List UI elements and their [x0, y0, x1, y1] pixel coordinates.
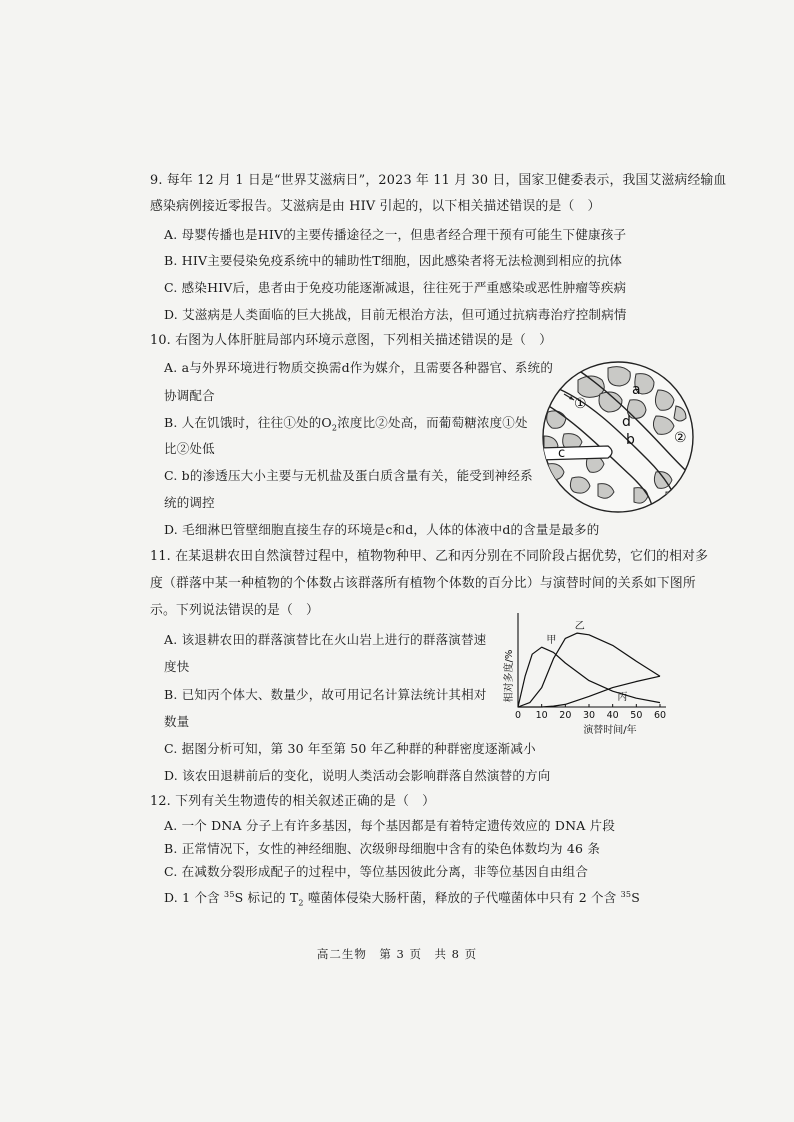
q10-option-c-line2: 统的调控	[164, 495, 215, 510]
q11-stem-line3: 示。下列说法错误的是（ ）	[150, 603, 319, 618]
chart-x-tick-label: 40	[606, 710, 619, 721]
q9-stem-line2: 感染病例接近零报告。艾滋病是由 HIV 引起的，以下相关描述错误的是（ ）	[150, 199, 601, 214]
diagram-label-b: b	[626, 432, 635, 448]
q11-option-d: D. 该农田退耕前后的变化，说明人类活动会影响群落自然演替的方向	[164, 768, 551, 783]
chart-x-tick-label: 20	[559, 710, 572, 721]
q10-option-a-line1: A. a与外界环境进行物质交换需d作为媒介，且需要各种器官、系统的	[164, 360, 554, 375]
q11-stem-line1: 11. 在某退耕农田自然演替过程中，植物物种甲、乙和丙分别在不同阶段占据优势，它们的相对多	[150, 549, 709, 564]
chart-y-axis-label: 相对多度/%	[504, 649, 515, 703]
q11-option-c: C. 据图分析可知，第 30 年至第 50 年乙种群的种群密度逐渐减小	[164, 741, 536, 756]
liver-tissue-diagram	[538, 360, 698, 515]
q11-option-b-line1: B. 已知丙个体大、数量少，故可用记名计算法统计其相对	[164, 687, 487, 702]
q12-stem: 12. 下列有关生物遗传的相关叙述正确的是（ ）	[150, 794, 436, 809]
q12-option-d: D. 1 个含 $^{35}$S 标记的 $T_2$ 噬菌体侵染大肠杆菌，释放的子代噬菌体中只有 2 个含 $^{35}$S	[164, 890, 640, 908]
diagram-label-c: c	[558, 446, 566, 461]
chart-series-line-0	[518, 647, 660, 707]
succession-chart	[500, 612, 675, 737]
q11-option-a-line2: 度快	[164, 659, 190, 674]
q9-option-b: B. HIV主要侵染免疫系统中的辅助性T细胞，因此感染者将无法检测到相应的抗体	[164, 253, 623, 268]
q9-option-d: D. 艾滋病是人类面临的巨大挑战，目前无根治方法，但可通过抗病毒治疗控制病情	[164, 307, 627, 322]
q12-option-b: B. 正常情况下，女性的神经细胞、次级卵母细胞中含有的染色体数均为 46 条	[164, 841, 601, 856]
q9-stem-line1: 9. 每年 12 月 1 日是“世界艾滋病日”，2023 年 11 月 30 日，国家卫健委表示，我国艾滋病经输血	[150, 173, 727, 188]
diagram-label-a: a	[632, 382, 641, 398]
q11-option-a-line1: A. 该退耕农田的群落演替比在火山岩上进行的群落演替速	[164, 632, 487, 647]
q10-option-b-line2: 比②处低	[164, 441, 215, 456]
q10-option-c-line1: C. b的渗透压大小主要与无机盐及蛋白质含量有关，能受到神经系	[164, 468, 533, 483]
q11-option-b-line2: 数量	[164, 714, 190, 729]
chart-x-tick-label: 0	[514, 710, 522, 721]
q12-option-c: C. 在减数分裂形成配子的过程中，等位基因彼此分离，非等位基因自由组合	[164, 864, 589, 879]
diagram-label-d: d	[622, 414, 631, 430]
chart-series	[518, 620, 660, 707]
q12-option-a: A. 一个 DNA 分子上有许多基因，每个基因都是有着特定遗传效应的 DNA 片段	[164, 818, 616, 833]
diagram-label-one: ①	[574, 396, 587, 412]
chart-x-tick-label: 10	[535, 710, 548, 721]
chart-x-axis-label: 演替时间/年	[583, 725, 637, 736]
q9-option-a: A. 母婴传播也是HIV的主要传播途径之一，但患者经合理干预有可能生下健康孩子	[164, 227, 627, 242]
q9-option-c: C. 感染HIV后，患者由于免疫功能逐渐减退，往往死于严重感染或恶性肿瘤等疾病	[164, 280, 627, 295]
chart-series-label-1: 乙	[574, 621, 585, 633]
q10-option-b-line1: B. 人在饥饿时，往往①处的$O_2$浓度比②处高，而葡萄糖浓度①处	[164, 415, 528, 433]
chart-series-label-2: 丙	[617, 691, 628, 703]
chart-series-label-0: 甲	[546, 635, 557, 647]
page-footer: 高二生物 第 3 页 共 8 页	[316, 947, 478, 961]
q11-stem-line2: 度（群落中某一种植物的个体数占该群落所有植物个体数的百分比）与演替时间的关系如下图所	[150, 576, 696, 591]
diagram-label-two: ②	[674, 430, 687, 446]
chart-x-tick-label: 60	[653, 710, 667, 721]
chart-x-tick-label: 50	[630, 710, 643, 721]
q10-option-d: D. 毛细淋巴管壁细胞直接生存的环境是c和d，人体的体液中d的含量是最多的	[164, 522, 600, 537]
q10-stem: 10. 右图为人体肝脏局部内环境示意图，下列相关描述错误的是（ ）	[150, 333, 553, 348]
chart-x-tick-label: 30	[582, 710, 596, 721]
chart-axes	[518, 613, 666, 707]
q10-option-a-line2: 协调配合	[164, 388, 215, 403]
chart-axis-lines	[518, 613, 666, 707]
